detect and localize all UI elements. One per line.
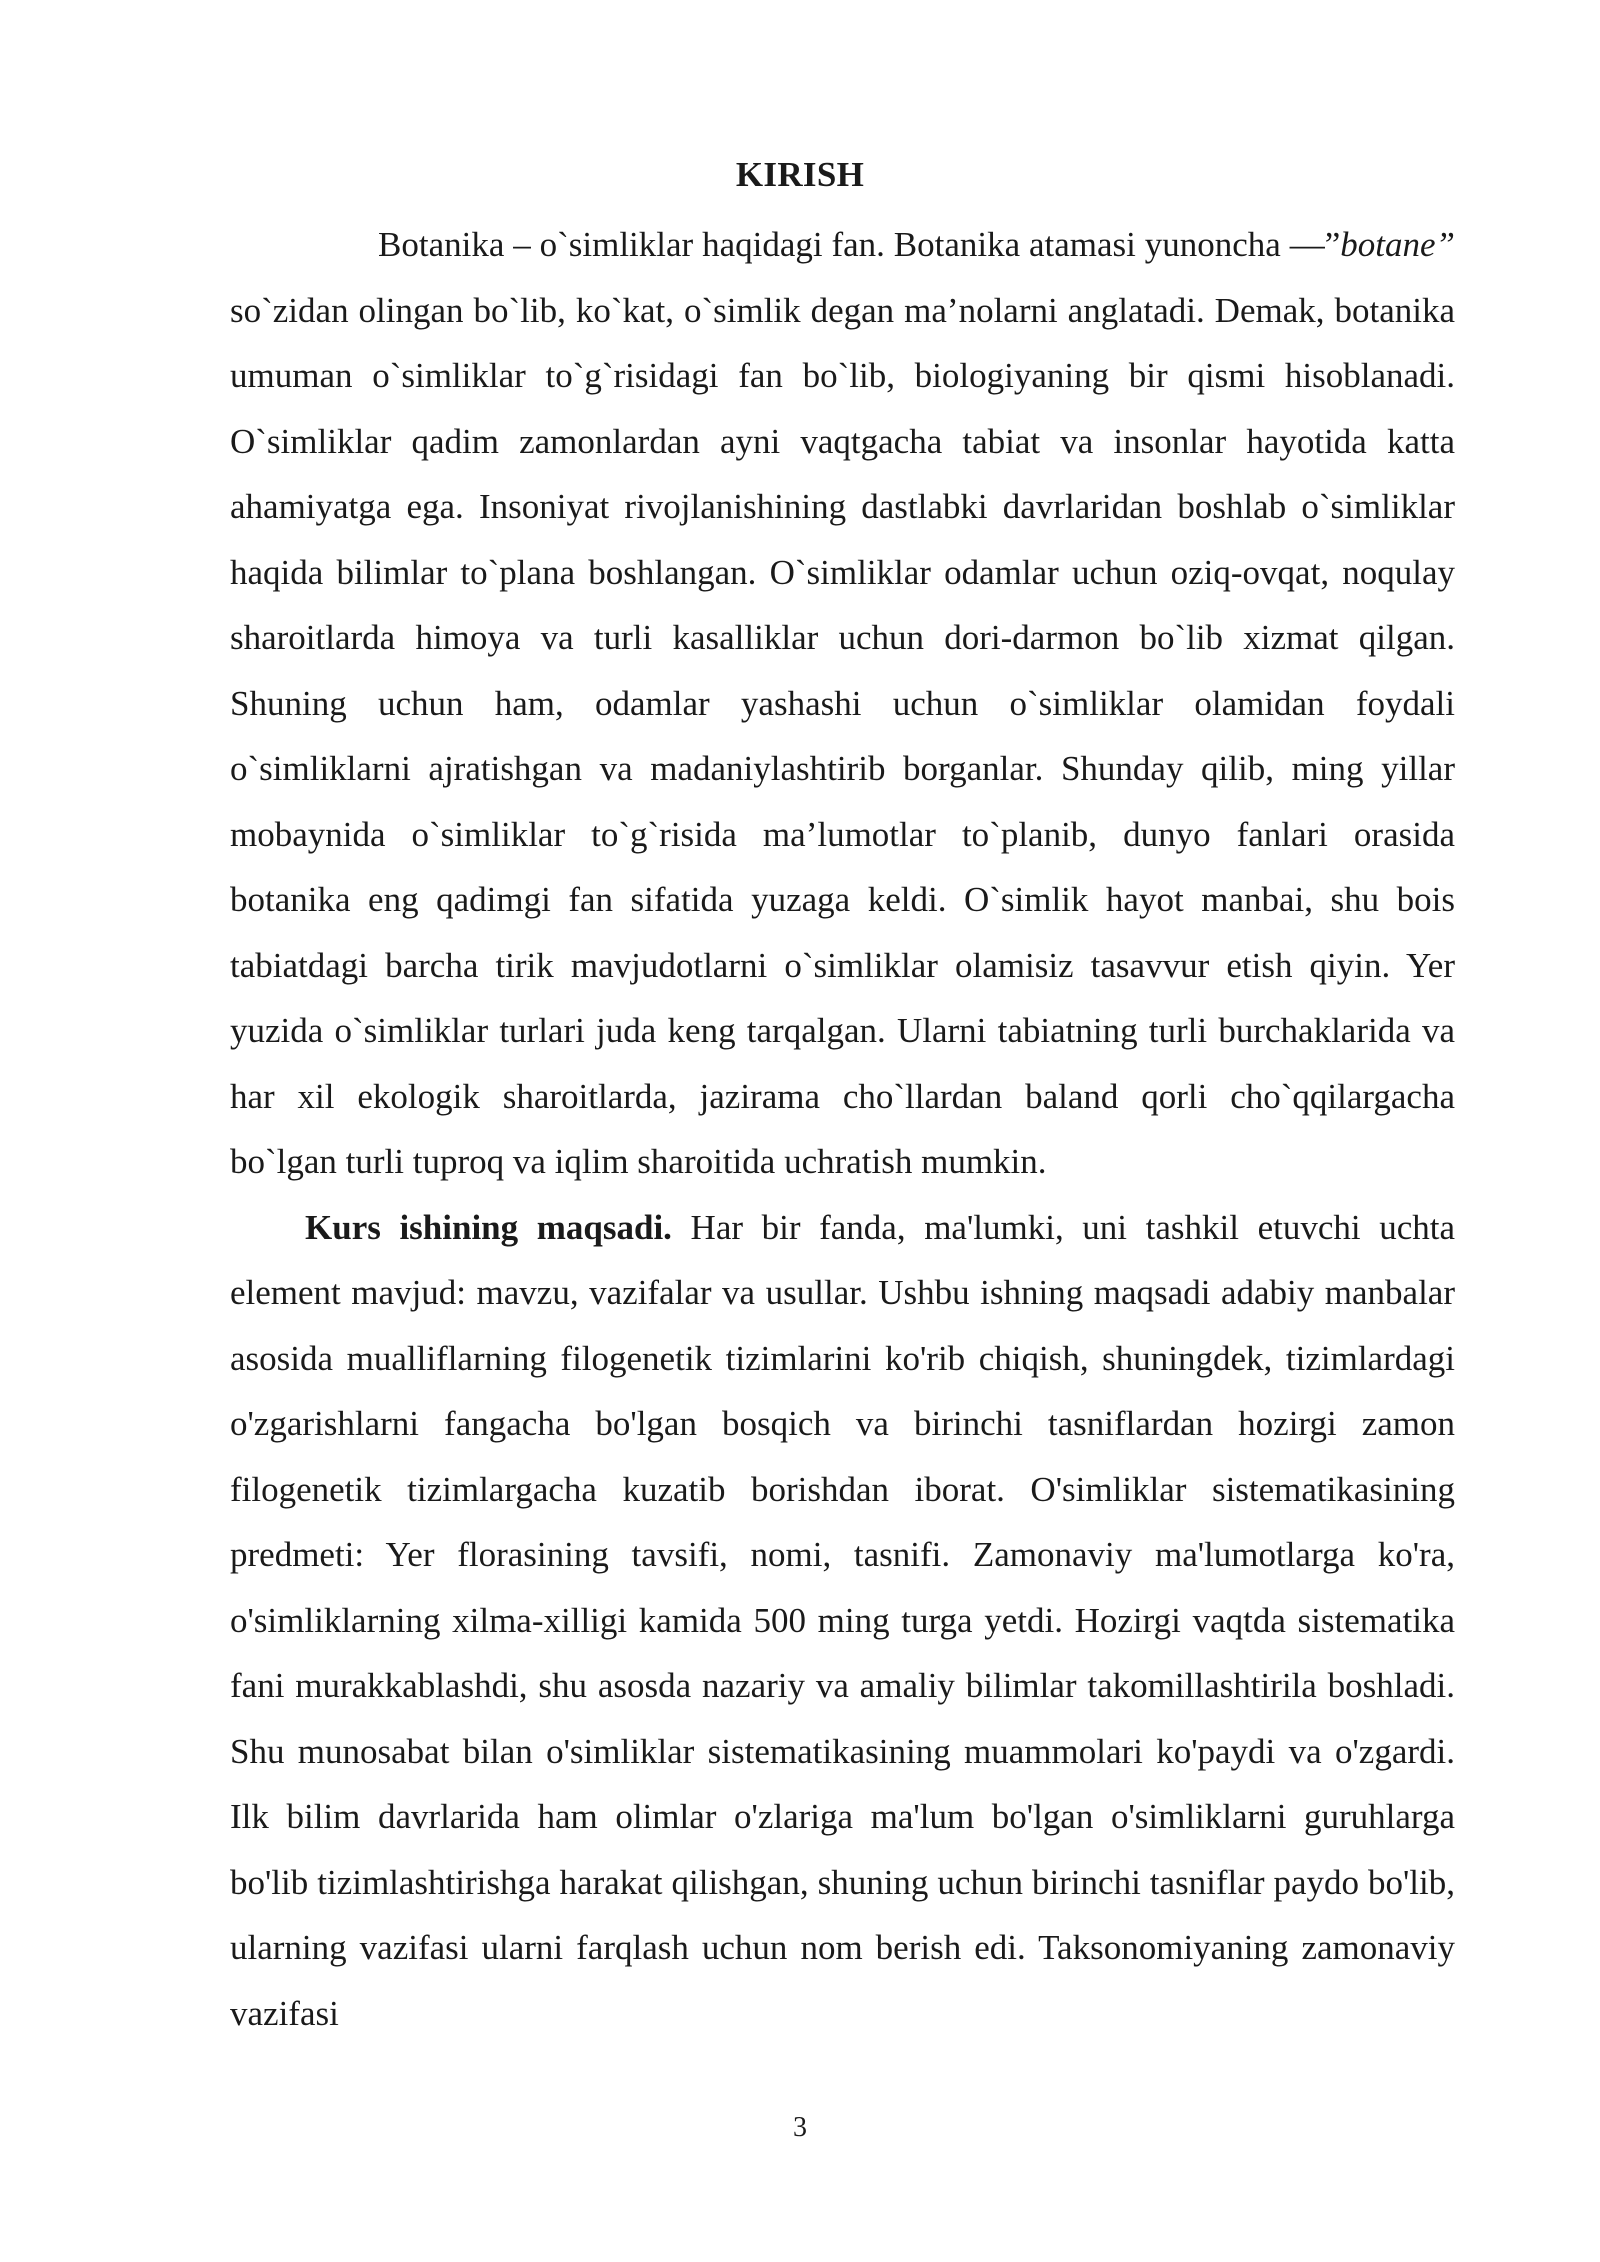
body-text — [230, 212, 1455, 2046]
goal-paragraph — [230, 1195, 1455, 2047]
section-heading: KIRISH — [735, 155, 865, 194]
goal-paragraph-bold-lead: Kurs ishining maqsadi. — [305, 1207, 672, 1247]
intro-paragraph-lead: Botanika – o`simliklar haqidagi fan. Botanika atamasi yunoncha —” — [378, 225, 1341, 264]
page-number: 3 — [793, 2112, 807, 2143]
intro-paragraph-rest: so`zidan olingan bo`lib, ko`kat, o`simlik degan ma’nolarni anglatadi. Demak, botanika umuman o`simliklar to`g`risidagi fan bo`lib, biologiyaning bir qismi hisoblanadi. O`simliklar qadim zamonlardan ayni vaqtgacha tabiat va insonlar hayotida katta ahamiyatga ega. Insoniyat rivojlanishining dastlabki davrlaridan boshlab o`simliklar haqida bilimlar to`plana boshlangan. O`simliklar odamlar uchun oziq-ovqat, noqulay sharoitlarda himoya va turli kasalliklar uchun dori-darmon bo`lib xizmat qilgan. Shuning uchun ham, odamlar yashashi uchun o`simliklar olamidan foydali o`simliklarni ajratishgan va madaniylashtirib borganlar. Shunday qilib, ming yillar mobaynida o`simliklar to`g`risida ma’lumotlar to`planib, dunyo fanlari orasida botanika eng qadimgi fan sifatida yuzaga keldi. O`simlik hayot manbai, shu bois tabiatdagi barcha tirik mavjudotlarni o`simliklar olamisiz tasavvur etish qiyin. Yer yuzida o`simliklar turlari juda keng tarqalgan. Ularni tabiatning turli burchaklarida va har xil ekologik sharoitlarda, jazirama cho`llardan baland qorli cho`qqilargacha bo`lgan turli tuproq va iqlim sharoitida uchratish mumkin. — [230, 290, 1455, 1181]
intro-paragraph-italic-term: botane” — [1340, 225, 1455, 264]
intro-paragraph — [230, 212, 1455, 1195]
goal-paragraph-text: Har bir fanda, ma'lumki, uni tashkil etuvchi uchta element mavjud: mavzu, vazifalar va usullar. Ushbu ishning maqsadi adabiy manbalar asosida mualliflarning filogenetik tizimlarini ko'rib chiqish, shuningdek, tizimlardagi o'zgarishlarni fangacha bo'lgan bosqich va birinchi tasniflardan hozirgi zamon filogenetik tizimlargacha kuzatib borishdan iborat. O'simliklar sistematikasining predmeti: Yer florasining tavsifi, nomi, tasnifi. Zamonaviy ma'lumotlarga ko'ra, o'simliklarning xilma-xilligi kamida 500 ming turga yetdi. Hozirgi vaqtda sistematika fani murakkablashdi, shu asosda nazariy va amaliy bilimlar takomillashtirila boshladi. Shu munosabat bilan o'simliklar sistematikasining muammolari ko'paydi va o'zgardi. Ilk bilim davrlarida ham olimlar o'zlariga ma'lum bo'lgan o'simliklarni guruhlarga bo'lib tizimlashtirishga harakat qilishgan, shuning uchun birinchi tasniflar paydo bo'lib, ularning vazifasi ularni farqlash uchun nom berish edi. Taksonomiyaning zamonaviy vazifasi — [230, 1207, 1455, 2033]
